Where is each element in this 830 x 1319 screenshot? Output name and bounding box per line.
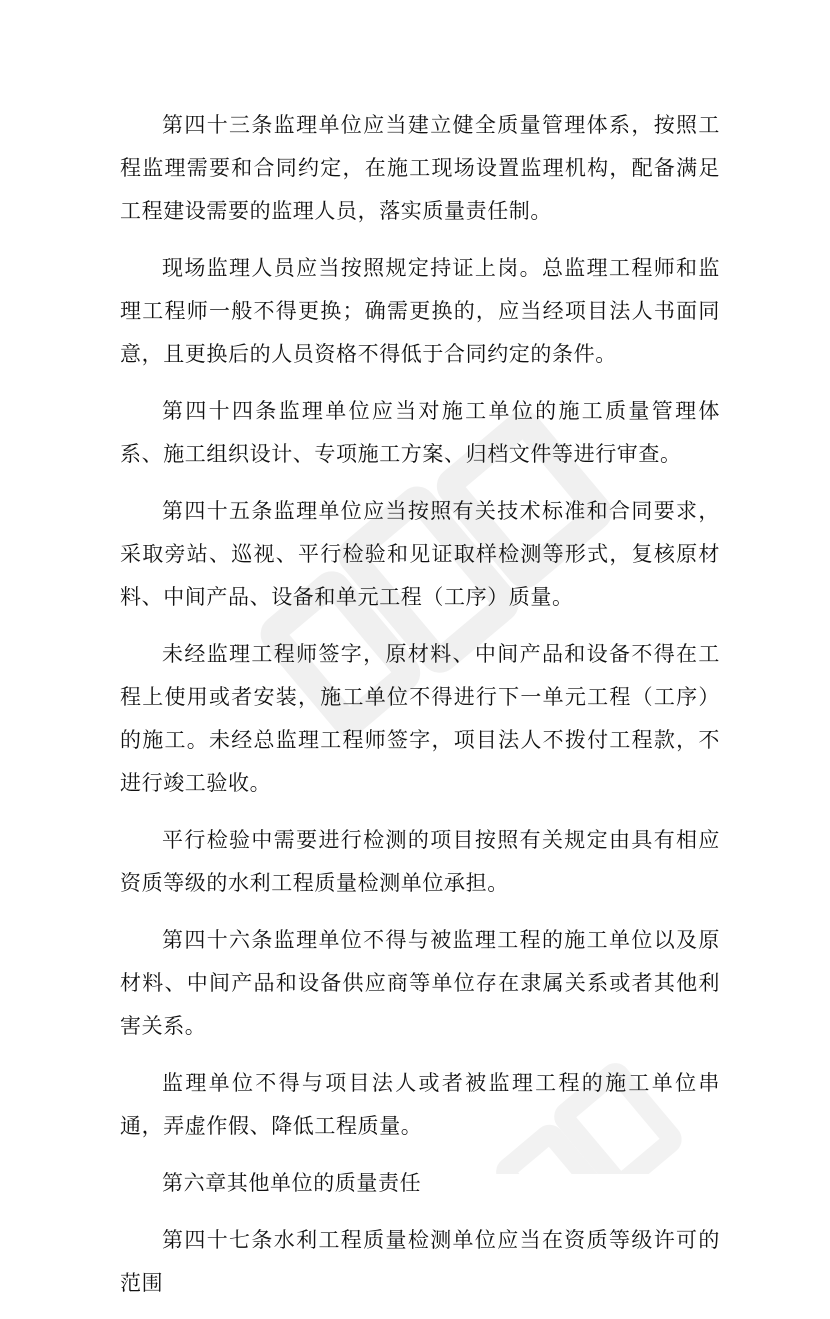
paragraph-supervisor-personnel: 现场监理人员应当按照规定持证上岗。总监理工程师和监理工程师一般不得更换；确需更换的，应当经项目法人书面同意，且更换后的人员资格不得低于合同约定的条件。 <box>120 256 720 366</box>
paragraph-article-44: 第四十四条监理单位应当对施工单位的施工质量管理体系、施工组织设计、专项施工方案、归档文件等进行审查。 <box>120 399 720 466</box>
paragraph-article-45: 第四十五条监理单位应当按照有关技术标准和合同要求，采取旁站、巡视、平行检验和见证取样检测等形式，复核原材料、中间产品、设备和单元工程（工序）质量。 <box>120 499 720 609</box>
paragraph-article-46: 第四十六条监理单位不得与被监理工程的施工单位以及原材料、中间产品和设备供应商等单位存在隶属关系或者其他利害关系。 <box>120 928 720 1038</box>
paragraph-signature-requirement: 未经监理工程师签字，原材料、中间产品和设备不得在工程上使用或者安装，施工单位不得进行下一单元工程（工序）的施工。未经总监理工程师签字，项目法人不拨付工程款，不进行竣工验收。 <box>120 642 720 795</box>
paragraph-parallel-inspection: 平行检验中需要进行检测的项目按照有关规定由具有相应资质等级的水利工程质量检测单位承担。 <box>120 828 720 895</box>
chapter-heading: 第六章其他单位的质量责任 <box>162 1171 422 1195</box>
document-body <box>120 104 720 1319</box>
paragraph-article-43: 第四十三条监理单位应当建立健全质量管理体系，按照工程监理需要和合同约定，在施工现场设置监理机构，配备满足工程建设需要的监理人员，落实质量责任制。 <box>120 113 720 223</box>
paragraph-no-collusion: 监理单位不得与项目法人或者被监理工程的施工单位串通，弄虚作假、降低工程质量。 <box>120 1071 720 1138</box>
paragraph-article-47: 第四十七条水利工程质量检测单位应当在资质等级许可的范围 <box>120 1228 720 1295</box>
